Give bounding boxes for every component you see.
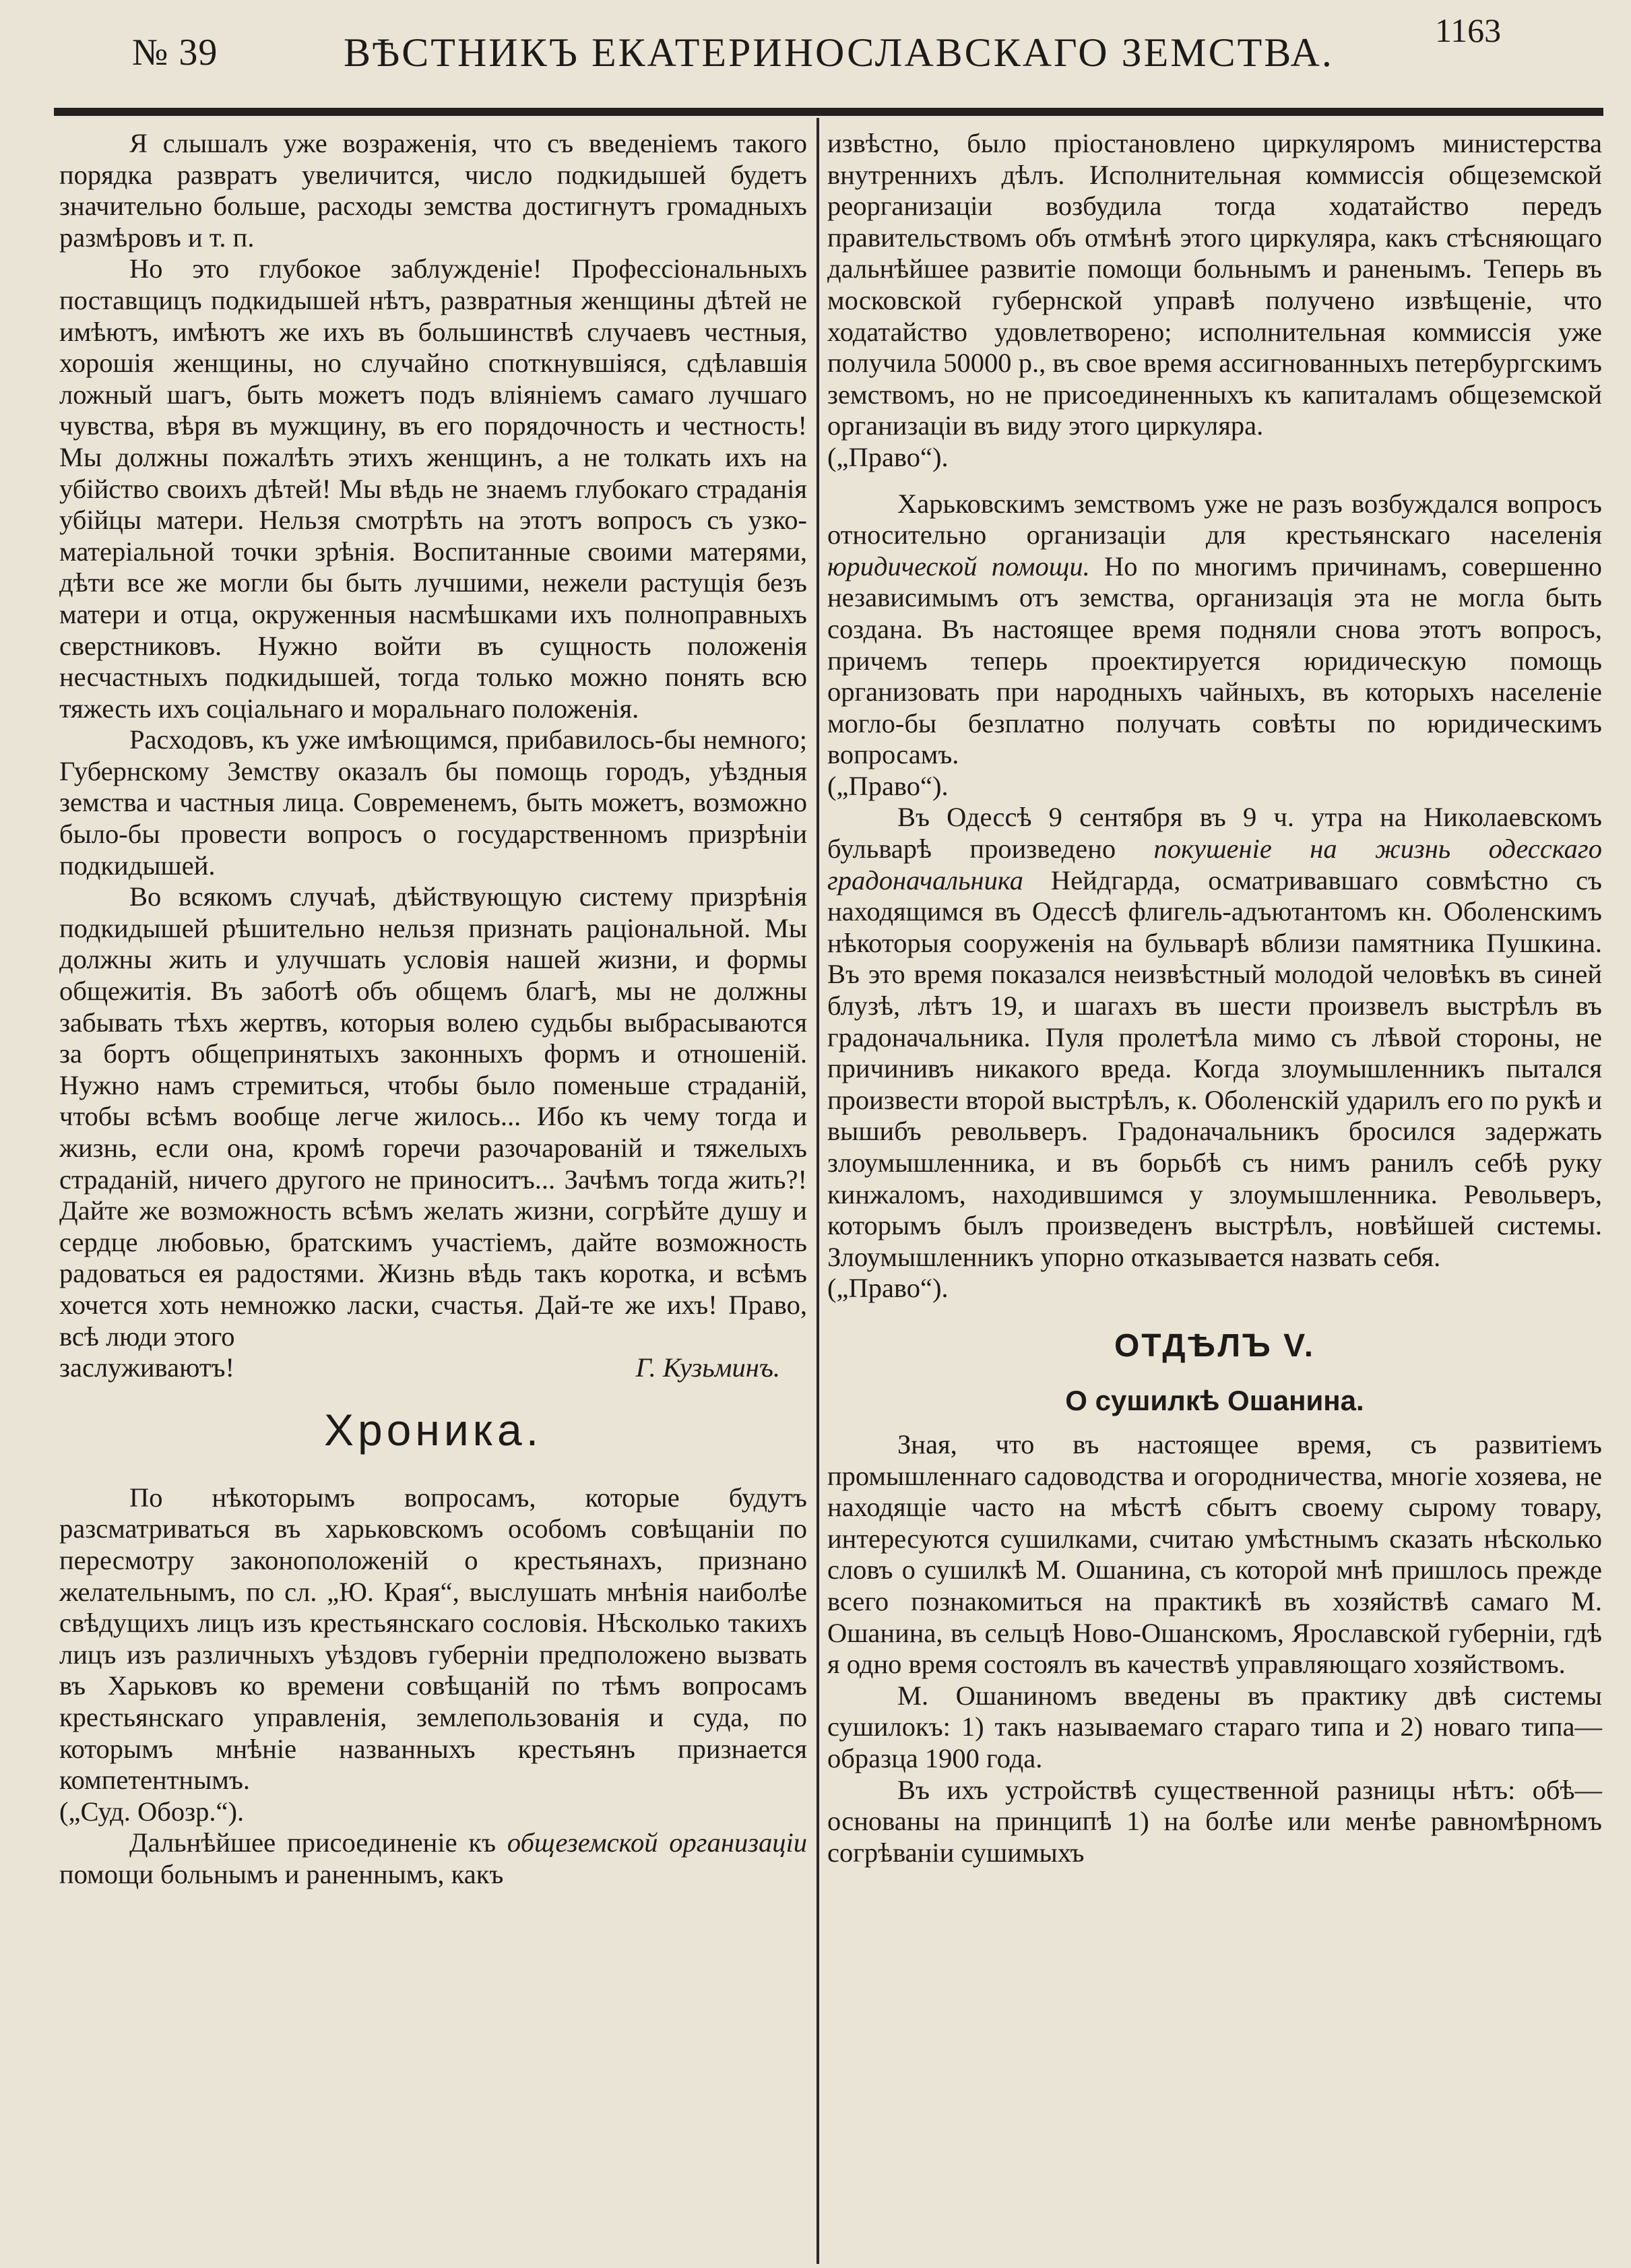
- news-item: По нѣкоторымъ вопросамъ, которые будутъ разсматриваться въ харьковскомъ особомъ совѣщаніи по пересмотру законоположеній о крестьянахъ, признано желательнымъ, по сл. „Ю. Края“, выслушать мнѣнія наиболѣе свѣдущихъ лицъ изъ крестьянскаго сословія. Нѣсколько такихъ лицъ изъ различныхъ уѣздовъ губерніи предположено вызвать въ Харьковъ ко времени совѣщаній по тѣмъ вопросамъ крестьянскаго управленія, землепользованія и суда, по которымъ мнѣніе названныхъ крестьянъ признается компетентнымъ.: [59, 1482, 807, 1796]
- article-signature-line: [59, 1352, 807, 1384]
- article-title: О сушилкѣ Ошанина.: [1065, 1384, 1364, 1416]
- journal-title: ВѢСТНИКЪ ЕКАТЕРИНОСЛАВСКАГО ЗЕМСТВА.: [344, 30, 1334, 75]
- paragraph: Но это глубокое заблужденіе! Профессіональныхъ поставщицъ подкидышей нѣтъ, развратныя женщины дѣтей не имѣютъ, имѣютъ же ихъ въ большинствѣ случаевъ честныя, хорошія женщины, но случайно споткнувшіяся, сдѣлавшія ложный шагъ, быть можетъ подъ вліяніемъ самаго лучшаго чувства, вѣря въ мужщину, въ его порядочность и честность! Мы должны пожалѣть этихъ женщинъ, а не толкать ихъ на убійство своихъ дѣтей! Мы вѣдь не знаемъ глубокаго страданія убійцы матери. Нельзя смотрѣть на этотъ вопросъ съ узко-матеріальной точки зрѣнія. Воспитанные своими матерями, дѣти все же могли бы быть лучшими, нежели растущія безъ матери и отца, окруженныя насмѣшками ихъ полноправныхъ сверстниковъ. Нужно войти въ сущность положенія несчастныхъ подкидышей, тогда только можно понять всю тяжесть ихъ соціальнаго и моральнаго положенія.: [59, 253, 807, 724]
- paragraph-end: заслуживаютъ!: [59, 1352, 234, 1383]
- text-run: Харьковскимъ земствомъ уже не разъ возбуждался вопросъ относительно организаціи для крестьянскаго населенія: [827, 488, 1602, 550]
- paragraph: Зная, что въ настоящее время, съ развитіемъ промышленнаго садоводства и огородничества, многіе хозяева, не находящіе часто на мѣстѣ сбытъ своему сырому товару, интересуются сушилками, считаю умѣстнымъ сказать нѣсколько словъ о сушилкѣ М. Ошанина, съ которой мнѣ пришлось прежде всего познакомиться на практикѣ въ хозяйствѣ самаго М. Ошанина, въ сельцѣ Ново-Ошанскомъ, Ярославской губерніи, гдѣ я одно время состоялъ въ качествѣ управляющаго хозяйствомъ.: [827, 1428, 1602, 1680]
- text-run: Дальнѣйшее присоединеніе къ: [129, 1827, 507, 1858]
- news-item: [59, 1827, 807, 1890]
- paragraph: Расходовъ, къ уже имѣющимся, прибавилось-бы немного; Губернскому Земству оказалъ бы помощь городъ, уѣздныя земства и частныя лица. Современемъ, быть можетъ, возможно было-бы провести вопросъ о государственномъ призрѣніи подкидышей.: [59, 724, 807, 881]
- news-item: [827, 489, 1602, 771]
- news-source: („Право“).: [827, 441, 949, 472]
- text-run: Но по многимъ причинамъ, совершенно независимымъ отъ земства, организація эта не могла быть создана. Въ настоящее время подняли снова этотъ вопросъ, причемъ теперь проектируется юридическую помощь организовать при народныхъ чайныхъ, въ которыхъ населеніе могло-бы безплатно получать совѣты по юридическимъ вопросамъ.: [827, 550, 1602, 770]
- author-signature: Г. Кузьминъ.: [635, 1352, 780, 1383]
- news-item: извѣстно, было пріостановлено циркуляромъ министерства внутреннихъ дѣлъ. Исполнительная коммиссія общеземской реорганизаціи возбудила тогда ходатайство передъ правительствомъ объ отмѣнѣ этого циркуляра, какъ стѣсняющаго дальнѣйшее развитіе помощи больнымъ и раненымъ. Теперь въ московской губернской управѣ получено извѣщеніе, что ходатайство удовлетворено; исполнительная коммиссія уже получила 50000 р., въ свое время ассигнованныхъ петербургскимъ земствомъ, но не присоединенныхъ къ капиталамъ общеземской организаціи въ виду этого циркуляра.: [827, 128, 1602, 441]
- section-heading: ОТДѢЛЪ V.: [1114, 1327, 1316, 1364]
- text-run: Нейдгарда, осматривавшаго совмѣстно съ находящимся въ Одессѣ флигель-адъютантомъ кн. Оболенскимъ нѣкоторыя сооруженія на бульварѣ вблизи памятника Пушкина. Въ это время показался неизвѣстный молодой человѣкъ въ синей блузѣ, лѣтъ 19, и шагахъ въ шести произвелъ выстрѣлъ въ градоначальника. Пуля пролетѣла мимо съ лѣвой стороны, не причинивъ никакого вреда. Когда злоумышленникъ пытался произвести второй выстрѣлъ, к. Оболенскій ударилъ его по рукѣ и вышибъ револьверъ. Градоначальникъ бросился задержать злоумышленника, и въ борьбѣ съ нимъ ранилъ себѣ руку кинжаломъ, находившимся у злоумышленника. Револьверъ, которымъ былъ произведенъ выстрѣлъ, новѣйшей системы. Злоумышленникъ упорно отказывается назвать себя.: [827, 864, 1602, 1272]
- news-source: („Суд. Обозр.“).: [59, 1796, 245, 1827]
- text-run: Въ Одессѣ 9 сентября въ 9 ч. утра на Николаевскомъ бульварѣ произведено: [827, 802, 1602, 864]
- italic-run: покушеніе на жизнь одесскаго градоначальника: [827, 833, 1602, 895]
- page-number: 1163: [1435, 11, 1502, 49]
- paragraph: Въ ихъ устройствѣ существенной разницы нѣтъ: обѣ—основаны на принципѣ 1) на болѣе или менѣе равномѣрномъ согрѣваніи сушимыхъ: [827, 1774, 1602, 1868]
- paragraph: М. Ошаниномъ введены въ практику двѣ системы сушилокъ: 1) такъ называемаго стараго типа и 2) новаго типа—образца 1900 года.: [827, 1680, 1602, 1773]
- header-rule: [54, 108, 1603, 116]
- spacer: [827, 474, 1602, 489]
- italic-run: юридической помощи.: [827, 550, 1090, 581]
- chronicle-heading: Хроника.: [323, 1404, 543, 1455]
- paragraph: Я слышалъ уже возраженія, что съ введеніемъ такого порядка развратъ увеличится, число подкидышей будетъ значительно больше, расходы земства достигнутъ громадныхъ размѣровъ и т. п.: [59, 128, 807, 253]
- left-column: [59, 128, 807, 1890]
- news-source: („Право“).: [827, 1273, 949, 1304]
- italic-run: общеземской организаціи: [507, 1827, 807, 1858]
- text-run: помощи больнымъ и раненнымъ, какъ: [59, 1858, 504, 1889]
- news-item: [827, 802, 1602, 1273]
- right-column: [827, 128, 1602, 1868]
- paragraph: Во всякомъ случаѣ, дѣйствующую систему призрѣнія подкидышей рѣшительно нельзя признать раціональной. Мы должны жить и улучшать условія нашей жизни, и формы общежитія. Въ заботѣ объ общемъ благѣ, мы не должны забывать тѣхъ жертвъ, которыя волею судьбы выбрасываются за бортъ общепринятыхъ законныхъ формъ и отношеній. Нужно намъ стремиться, чтобы было поменьше страданій, чтобы всѣмъ вообще легче жилось... Ибо къ чему тогда и жизнь, если она, кромѣ горечи разочарованій и тяжелыхъ страданій, ничего другого не приноситъ... Зачѣмъ тогда жить?! Дайте же возможность всѣмъ желать жизни, согрѣйте душу и сердце любовью, братскимъ участіемъ, дайте возможность радоваться ея радостями. Жизнь вѣдь такъ коротка, и всѣмъ хочется хоть немножко ласки, счастья. Дай-те же ихъ! Право, всѣ люди этого: [59, 881, 807, 1352]
- column-divider: [817, 118, 819, 2264]
- news-source: („Право“).: [827, 770, 949, 801]
- issue-number: № 39: [132, 32, 218, 73]
- page-header: [0, 7, 1631, 101]
